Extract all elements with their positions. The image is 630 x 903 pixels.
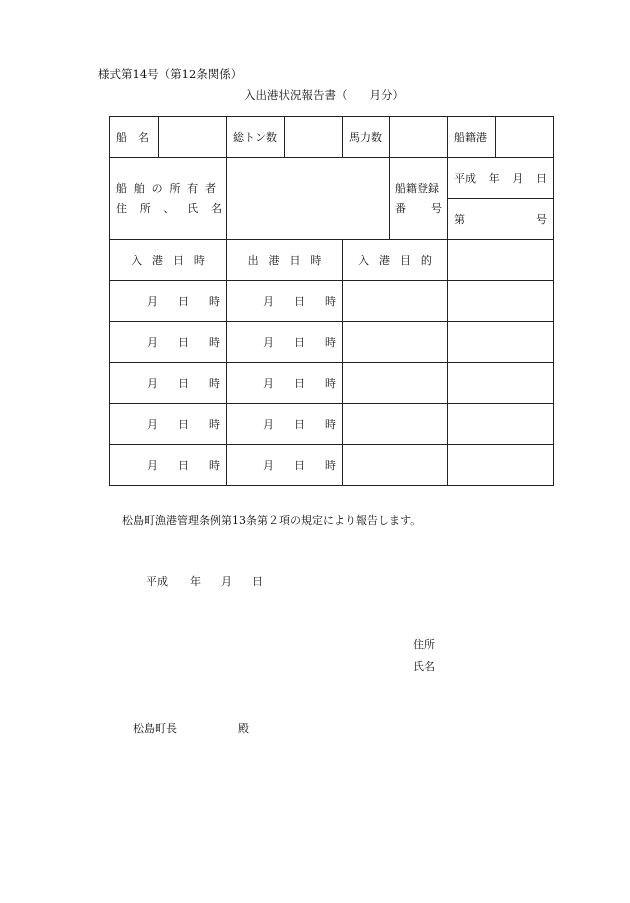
table-row [110, 322, 554, 363]
arrival-purpose-cell[interactable] [343, 445, 448, 486]
extra-cell[interactable] [448, 281, 554, 322]
arrival-purpose-cell[interactable] [343, 404, 448, 445]
gross-tonnage-label: 総トン数 [227, 117, 285, 158]
title-suffix: 月分） [369, 88, 404, 102]
owner-row-top [110, 158, 554, 199]
title-prefix: 入出港状況報告書（ [244, 88, 348, 102]
addressee-honorific: 殿 [238, 722, 249, 735]
extra-column-header [448, 240, 554, 281]
name-label: 氏名 [413, 660, 435, 673]
owner-label [110, 158, 227, 240]
departure-datetime-cell[interactable]: 月 日 時 [227, 363, 343, 404]
departure-datetime-cell[interactable]: 月 日 時 [227, 404, 343, 445]
arrival-datetime-header: 入港日時 [110, 240, 227, 281]
arrival-datetime-cell[interactable]: 月 日 時 [110, 363, 227, 404]
table-row [110, 404, 554, 445]
report-table [109, 116, 554, 486]
departure-datetime-cell[interactable]: 月 日 時 [227, 281, 343, 322]
report-date-line: 平成 年 月 日 [146, 575, 263, 588]
address-label: 住所 [413, 638, 435, 651]
document-title [244, 87, 404, 103]
arrival-datetime-cell[interactable]: 月 日 時 [110, 281, 227, 322]
arrival-purpose-cell[interactable] [343, 322, 448, 363]
owner-label-line2: 住 所 、 氏 名 [116, 201, 222, 215]
ship-name-label: 船 名 [110, 117, 159, 158]
owner-label-line1: 船舶の所有者 [116, 181, 223, 195]
gross-tonnage-field[interactable] [285, 117, 343, 158]
extra-cell[interactable] [448, 445, 554, 486]
table-row [110, 281, 554, 322]
horsepower-field[interactable] [390, 117, 448, 158]
departure-datetime-header: 出港日時 [227, 240, 343, 281]
arrival-datetime-cell[interactable]: 月 日 時 [110, 404, 227, 445]
arrival-purpose-header: 入港目的 [343, 240, 448, 281]
table-row [110, 445, 554, 486]
arrival-purpose-cell[interactable] [343, 363, 448, 404]
extra-cell[interactable] [448, 322, 554, 363]
registration-number-field[interactable]: 第 号 [448, 199, 554, 240]
ship-name-field[interactable] [159, 117, 227, 158]
ship-info-row [110, 117, 554, 158]
extra-cell[interactable] [448, 404, 554, 445]
registration-number-label: 船籍登録 番 号 [390, 158, 448, 240]
report-statement: 松島町漁港管理条例第13条第２項の規定により報告します。 [122, 514, 422, 527]
departure-datetime-cell[interactable]: 月 日 時 [227, 322, 343, 363]
form-number: 様式第14号（第12条関係） [98, 67, 243, 81]
departure-datetime-cell[interactable]: 月 日 時 [227, 445, 343, 486]
table-row [110, 363, 554, 404]
addressee-office: 松島町長 [133, 722, 177, 735]
port-of-registry-field[interactable] [496, 117, 554, 158]
column-header-row [110, 240, 554, 281]
arrival-datetime-cell[interactable]: 月 日 時 [110, 445, 227, 486]
arrival-datetime-cell[interactable]: 月 日 時 [110, 322, 227, 363]
extra-cell[interactable] [448, 363, 554, 404]
arrival-purpose-cell[interactable] [343, 281, 448, 322]
horsepower-label: 馬力数 [343, 117, 390, 158]
registration-date-field[interactable]: 平成 年 月 日 [448, 158, 554, 199]
port-of-registry-label: 船籍港 [448, 117, 496, 158]
owner-address-name-field[interactable] [227, 158, 390, 240]
